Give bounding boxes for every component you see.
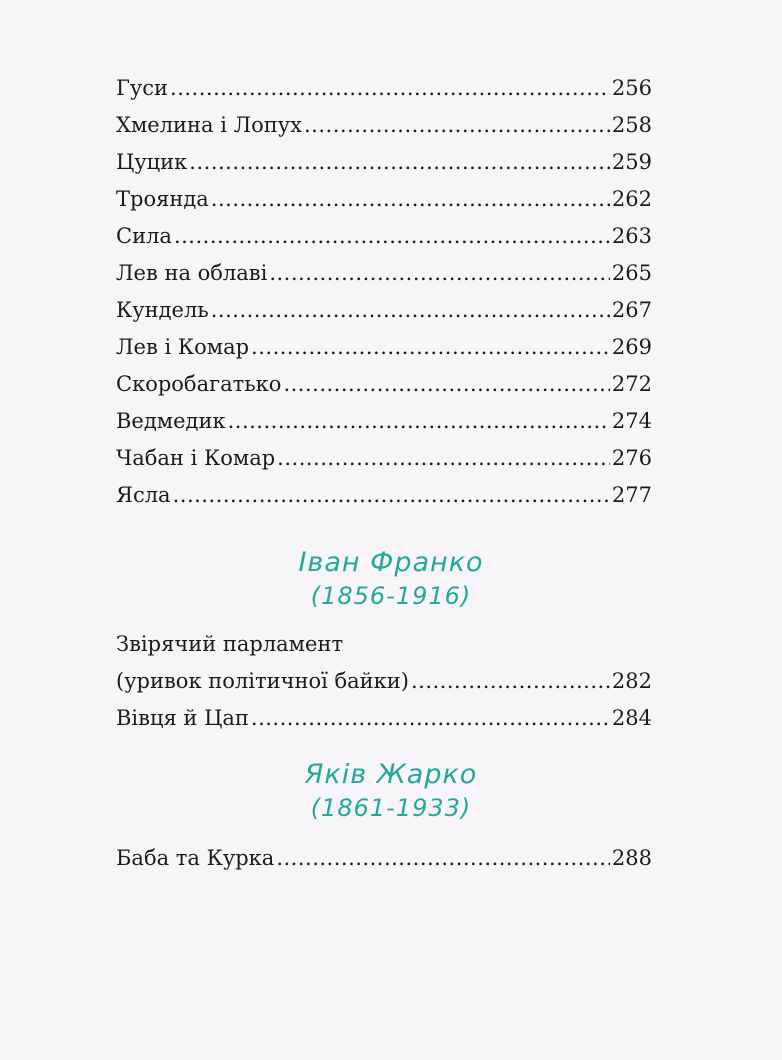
toc-entry[interactable] [116, 107, 652, 144]
toc-entry[interactable] [116, 255, 652, 292]
dot-leader [304, 107, 610, 144]
dot-leader [251, 329, 610, 366]
toc-entry[interactable] [116, 329, 652, 366]
toc-section-2 [116, 626, 652, 737]
toc-entry-title-line[interactable]: Звірячий парламент [116, 632, 344, 656]
toc-entry-page: 263 [611, 224, 652, 248]
toc-section-3 [116, 840, 652, 877]
toc-entry[interactable] [116, 70, 652, 107]
toc-entry-page: 262 [611, 187, 652, 211]
toc-entry-page: 284 [611, 706, 652, 730]
toc-entry-page: 272 [611, 372, 652, 396]
toc-entry-title: Цуцик [116, 150, 188, 174]
toc-entry[interactable] [116, 218, 652, 255]
toc-entry[interactable] [116, 440, 652, 477]
toc-entry-title: Ведмедик [116, 409, 226, 433]
dot-leader [173, 477, 610, 514]
toc-entry[interactable] [116, 663, 652, 700]
toc-entry-title: Троянда [116, 187, 209, 211]
toc-entry[interactable] [116, 700, 652, 737]
toc-entry[interactable] [116, 403, 652, 440]
toc-entry-page: 276 [611, 446, 652, 470]
toc-entry-title: (уривок політичної байки) [116, 669, 409, 693]
toc-entry-page: 277 [611, 483, 652, 507]
dot-leader [269, 255, 610, 292]
author-name: Яків Жарко [304, 759, 478, 790]
toc-entry[interactable] [116, 477, 652, 514]
toc-entry-page: 288 [611, 846, 652, 870]
toc-section-1 [116, 70, 652, 514]
dot-leader [251, 700, 610, 737]
toc-entry-title: Скоробагатько [116, 372, 282, 396]
author-name: Іван Франко [298, 547, 484, 578]
toc-entry[interactable] [116, 144, 652, 181]
toc-entry-title: Сила [116, 224, 172, 248]
toc-entry-page: 265 [611, 261, 652, 285]
toc-entry-title: Лев і Комар [116, 335, 250, 359]
toc-entry[interactable] [116, 181, 652, 218]
toc-entry-page: 256 [611, 76, 652, 100]
toc-entry-title: Хмелина і Лопух [116, 113, 302, 137]
dot-leader [170, 70, 610, 107]
toc-entry-title: Кундель [116, 298, 209, 322]
author-heading-zharko [0, 758, 782, 824]
toc-entry-page: 269 [611, 335, 652, 359]
dot-leader [283, 366, 609, 403]
toc-entry[interactable] [116, 366, 652, 403]
dot-leader [211, 292, 610, 329]
toc-entry-page: 282 [611, 669, 652, 693]
dot-leader [277, 440, 610, 477]
toc-entry-title: Вівця й Цап [116, 706, 249, 730]
toc-entry-page: 267 [611, 298, 652, 322]
toc-entry-title: Ясла [116, 483, 171, 507]
toc-entry-page: 274 [611, 409, 652, 433]
toc-entry-title: Гуси [116, 76, 169, 100]
dot-leader [276, 840, 610, 877]
toc-entry-title: Баба та Курка [116, 846, 275, 870]
author-years: (1856-1916) [310, 582, 472, 610]
author-years: (1861-1933) [310, 794, 472, 822]
toc-entry-page: 259 [611, 150, 652, 174]
dot-leader [411, 663, 610, 700]
toc-entry[interactable] [116, 292, 652, 329]
toc-entry-title: Лев на облаві [116, 261, 268, 285]
dot-leader [189, 144, 610, 181]
dot-leader [174, 218, 610, 255]
dot-leader [228, 403, 610, 440]
toc-entry-title: Чабан і Комар [116, 446, 276, 470]
toc-entry-page: 258 [611, 113, 652, 137]
toc-entry[interactable] [116, 840, 652, 877]
dot-leader [211, 181, 610, 218]
author-heading-franko [0, 546, 782, 612]
